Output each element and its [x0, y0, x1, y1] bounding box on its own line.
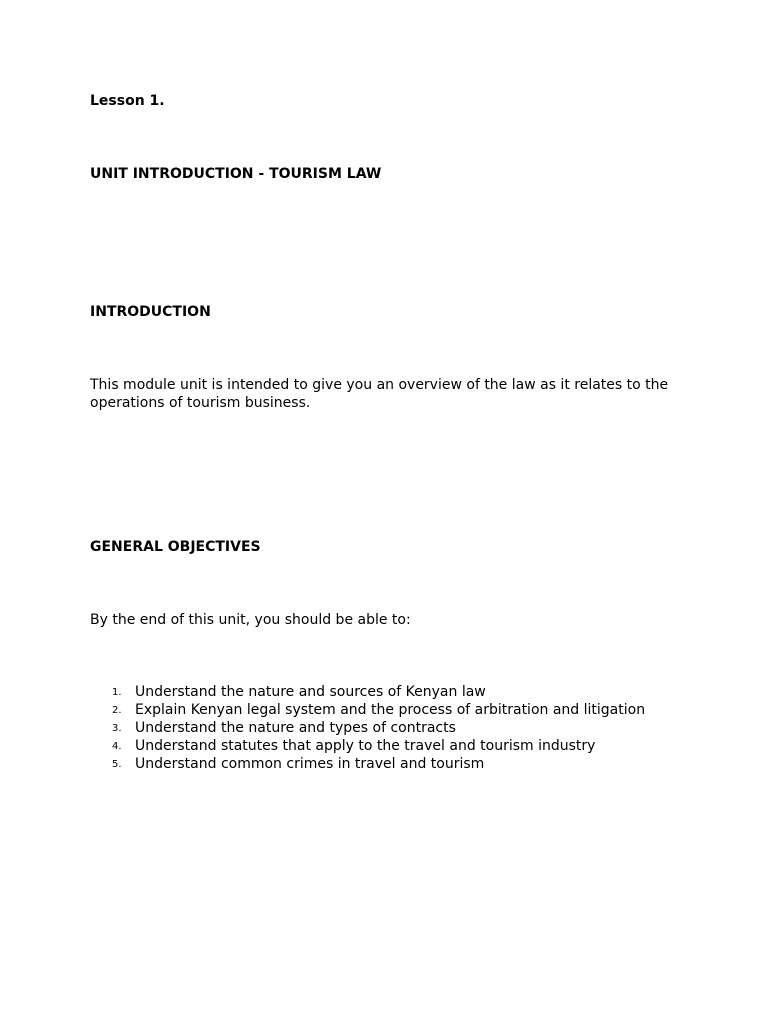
list-item-number: 4. — [112, 741, 122, 752]
list-item-number: 3. — [112, 723, 122, 734]
list-item — [90, 755, 670, 773]
list-item-text: Understand the nature and types of contracts — [135, 720, 456, 736]
list-item-number: 5. — [112, 759, 122, 770]
introduction-heading: INTRODUCTION — [90, 304, 211, 320]
objectives-list — [90, 683, 670, 773]
list-item-text: Understand common crimes in travel and tourism — [135, 756, 485, 772]
lesson-label: Lesson 1. — [90, 93, 165, 109]
list-item-text: Explain Kenyan legal system and the process of arbitration and litigation — [135, 702, 646, 718]
list-item-text: Understand statutes that apply to the travel and tourism industry — [135, 738, 596, 754]
list-item — [90, 683, 670, 701]
list-item-number: 1. — [112, 687, 122, 698]
list-item-text: Understand the nature and sources of Kenyan law — [135, 684, 486, 700]
introduction-text: This module unit is intended to give you an overview of the law as it relates to the operations of tourism business. — [90, 377, 669, 411]
unit-title: UNIT INTRODUCTION - TOURISM LAW — [90, 166, 382, 182]
list-item-number: 2. — [112, 705, 122, 716]
list-item — [90, 719, 670, 737]
objectives-heading: GENERAL OBJECTIVES — [90, 539, 261, 555]
list-item — [90, 701, 670, 719]
objectives-lead: By the end of this unit, you should be able to: — [90, 612, 411, 628]
list-item — [90, 737, 670, 755]
